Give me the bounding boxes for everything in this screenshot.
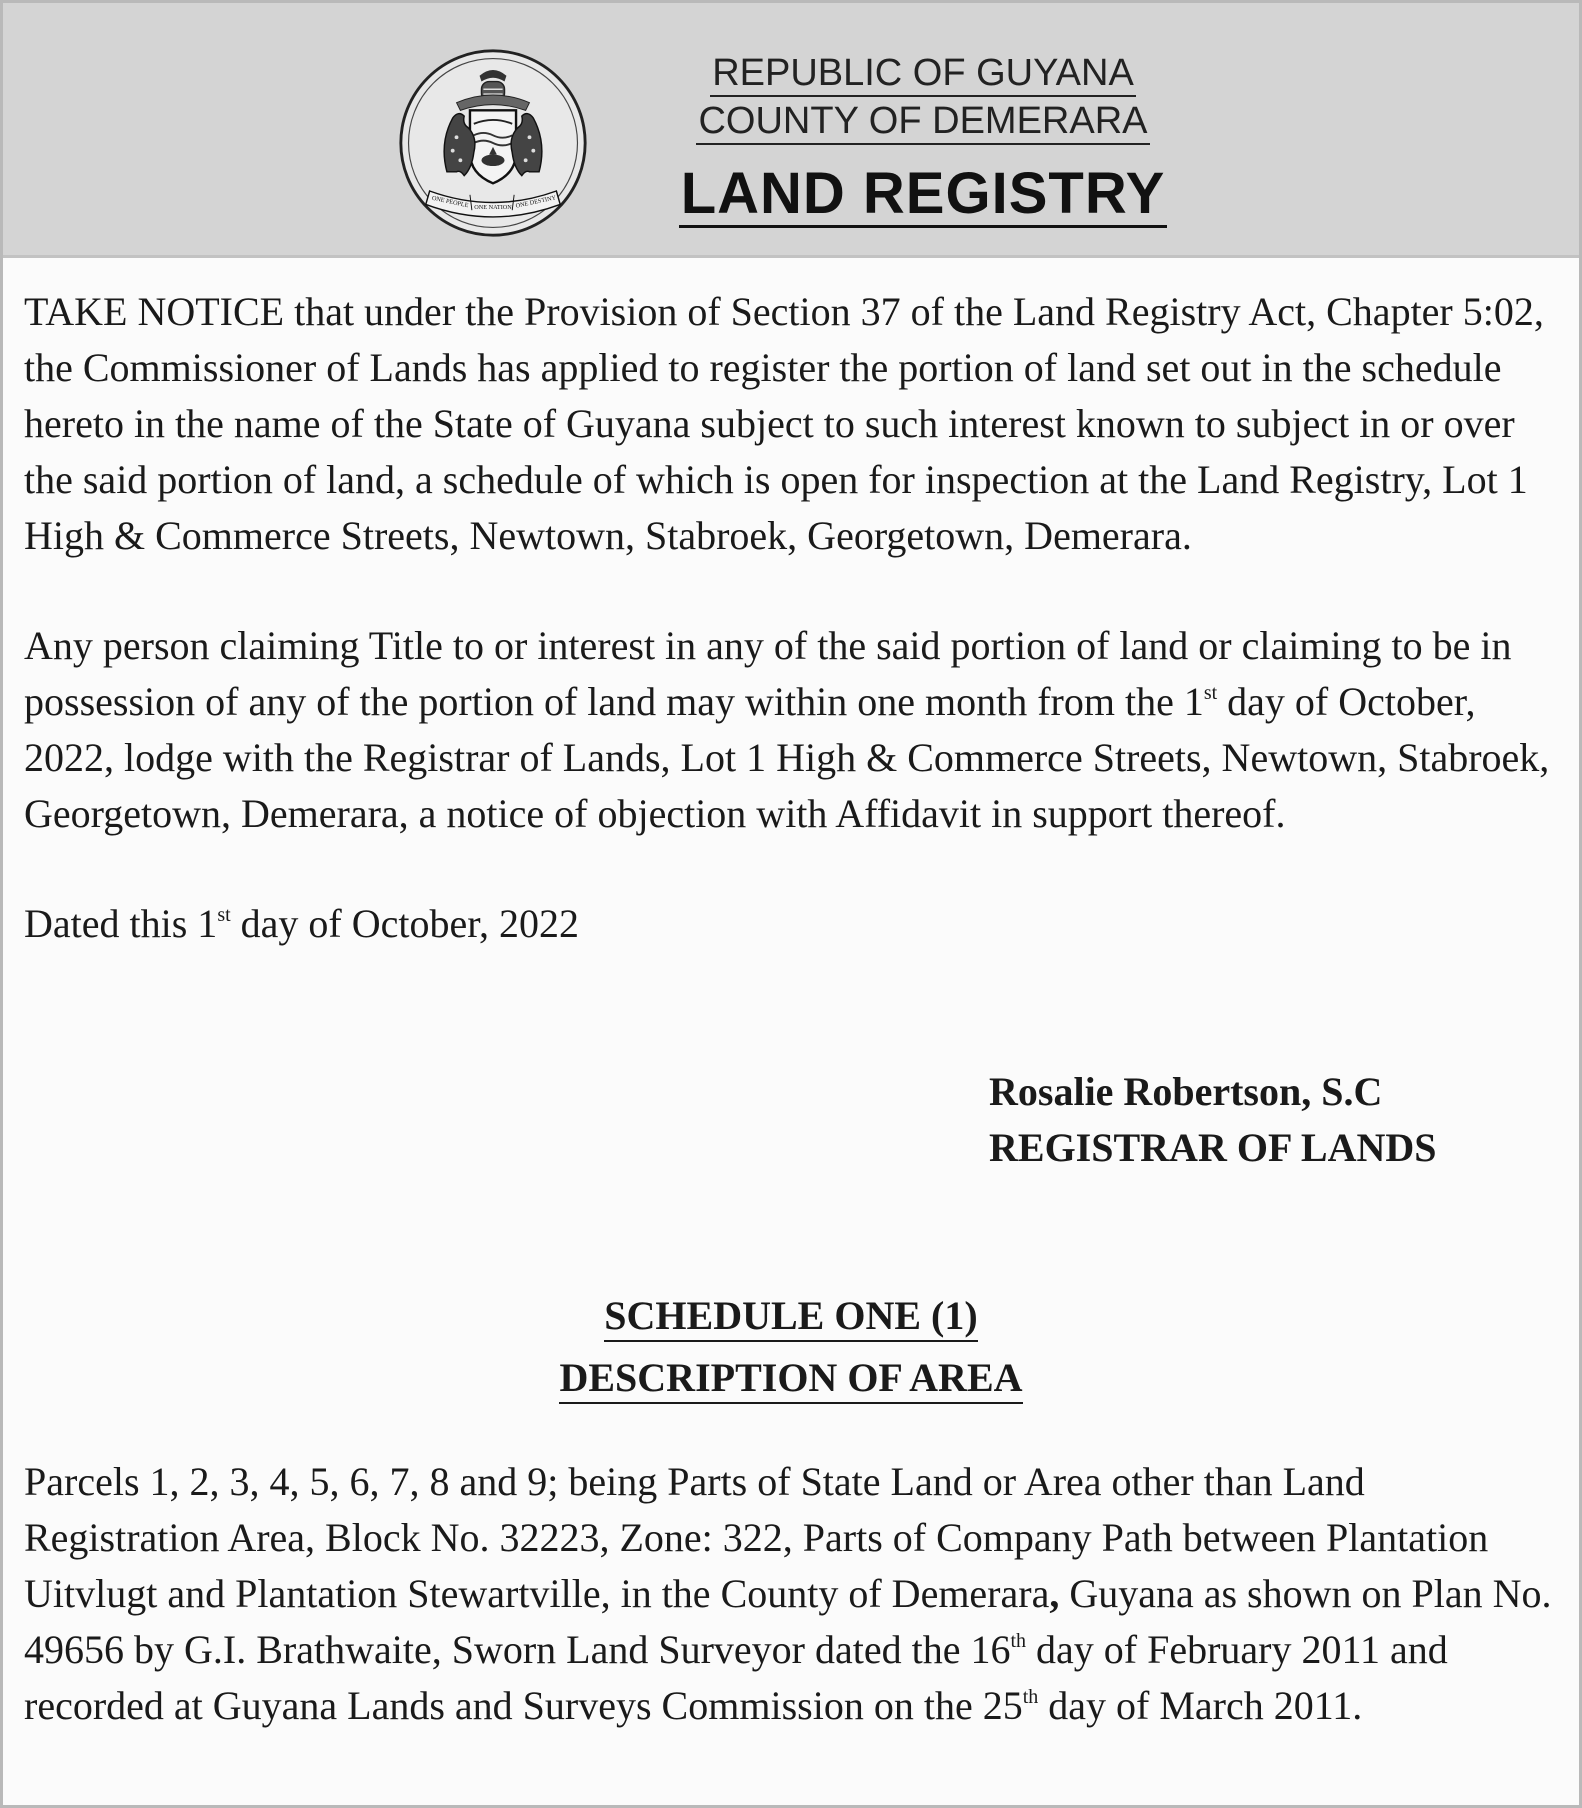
notice-body xyxy=(24,284,1564,952)
schedule-heading-1: SCHEDULE ONE (1) xyxy=(604,1292,977,1342)
county-line: COUNTY OF DEMERARA xyxy=(696,99,1149,145)
schedule-comma: , xyxy=(1049,1571,1060,1616)
dated-text-b: day of October, 2022 xyxy=(230,901,579,946)
schedule-text-c: day of February 2011 and recorded at Guyana Lands and Surveys Commission on the 25 xyxy=(24,1627,1448,1728)
seal-motto-2: ONE NATION xyxy=(474,204,512,212)
schedule-heading xyxy=(0,1288,1582,1412)
schedule-text-b: Guyana as shown on Plan No. 49656 by G.I. Brathwaite, Sworn Land Surveyor dated the 16 xyxy=(24,1571,1552,1672)
paragraph-2-text-a: Any person claiming Title to or interest in any of the said portion of land or claiming to be in possession of any of the portion of land may within one month from the 1 xyxy=(24,623,1512,724)
paragraph-2-text-b: day of October, 2022, lodge with the Registrar of Lands, Lot 1 High & Commerce Streets, Newtown, Stabroek, Georgetown, Demerara, a notice of objection with Affidavit in support thereof. xyxy=(24,679,1550,836)
republic-line: REPUBLIC OF GUYANA xyxy=(710,51,1136,97)
schedule-heading-2: DESCRIPTION OF AREA xyxy=(559,1354,1022,1404)
notice-paragraph-1: TAKE NOTICE that under the Provision of Section 37 of the Land Registry Act, Chapter 5:02, the Commissioner of Lands has applied to register the portion of land set out in the schedule hereto in the name of the State of Guyana subject to such interest known to subject in or over the said portion of land, a schedule of which is open for inspection at the Land Registry, Lot 1 High & Commerce Streets, Newtown, Stabroek, Georgetown, Demerara. xyxy=(24,289,1544,558)
signatory-name: Rosalie Robertson, S.C xyxy=(989,1069,1383,1114)
page-title: LAND REGISTRY xyxy=(680,161,1166,226)
schedule-description xyxy=(24,1454,1564,1734)
dated-text-a: Dated this 1 xyxy=(24,901,218,946)
seal-motto-3: ONE DESTINY xyxy=(515,194,557,210)
schedule-text-d: day of March 2011. xyxy=(1038,1683,1363,1728)
dated-ordinal: st xyxy=(217,904,231,926)
schedule-paragraph xyxy=(24,1454,1564,1734)
dated-line xyxy=(24,896,1564,952)
notice-header xyxy=(3,3,1579,258)
signatory-title: REGISTRAR OF LANDS xyxy=(989,1125,1437,1170)
seal-motto-1: ONE PEOPLE xyxy=(431,194,470,210)
header-text-block xyxy=(623,51,1223,228)
paragraph-2-ordinal: st xyxy=(1203,682,1218,704)
schedule-ordinal-2: th xyxy=(1022,1686,1039,1708)
notice-paragraph-2 xyxy=(24,618,1564,842)
signature-block xyxy=(989,1064,1436,1176)
schedule-text-a: Parcels 1, 2, 3, 4, 5, 6, 7, 8 and 9; being Parts of State Land or Area other than Land Registration Area, Block No. 32223, Zone: 322, Parts of Company Path between Plantation Uitvlugt and Plantation Stewartville, in the County of Demerara xyxy=(24,1459,1489,1616)
coat-of-arms-seal-icon xyxy=(397,47,589,239)
schedule-ordinal-1: th xyxy=(1010,1630,1027,1652)
